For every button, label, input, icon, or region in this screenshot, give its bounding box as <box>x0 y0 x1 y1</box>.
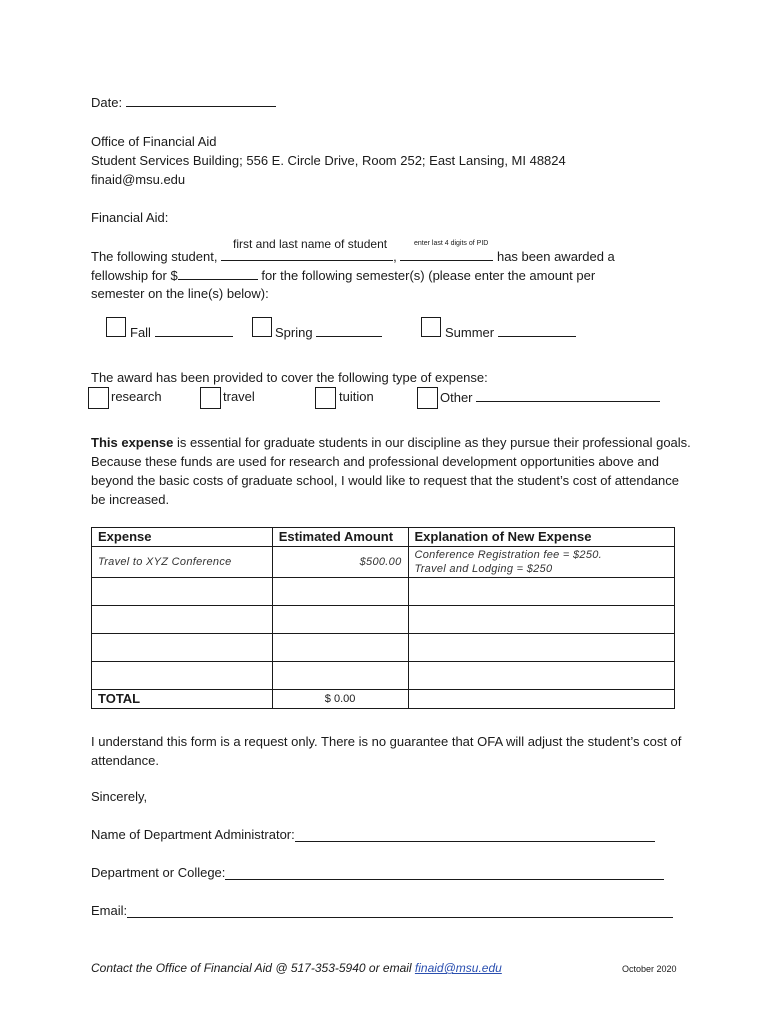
date-row <box>91 94 276 110</box>
summer-amount-field[interactable] <box>498 324 576 337</box>
fellowship-suffix: for the following semester(s) (please enter the amount per <box>261 268 596 283</box>
research-label: research <box>111 389 162 404</box>
table-total-row <box>92 690 675 709</box>
expense-cell[interactable] <box>92 606 273 634</box>
department-row <box>91 865 664 880</box>
office-address: Student Services Building; 556 E. Circle Drive, Room 252; East Lansing, MI 48824 <box>91 153 566 168</box>
explanation-cell[interactable] <box>408 634 675 662</box>
fall-label: Fall <box>130 325 151 340</box>
email-row <box>91 903 673 918</box>
spring-label: Spring <box>275 325 313 340</box>
table-header-row <box>92 528 675 547</box>
other-checkbox[interactable] <box>417 387 438 409</box>
total-explanation-cell <box>408 690 675 709</box>
fellowship-prefix: fellowship for $ <box>91 268 178 283</box>
expense-cell[interactable] <box>92 634 273 662</box>
spring-amount-field[interactable] <box>316 324 382 337</box>
fall-row <box>130 324 233 340</box>
table-row <box>92 634 675 662</box>
student-name-hint: first and last name of student <box>233 237 388 251</box>
student-line-1 <box>91 248 615 264</box>
office-email: finaid@msu.edu <box>91 172 186 187</box>
example-explanation-2: Travel and Lodging = $250 <box>414 563 553 575</box>
essential-bold: This expense <box>91 435 174 450</box>
amount-cell[interactable] <box>272 634 408 662</box>
date-field[interactable] <box>126 94 276 107</box>
footer-email-link[interactable]: finaid@msu.edu <box>414 961 502 975</box>
table-row <box>92 578 675 606</box>
student-comma: , <box>393 249 397 264</box>
expense-cell[interactable] <box>92 578 273 606</box>
department-field[interactable] <box>225 865 664 880</box>
student-line-suffix: has been awarded a <box>496 249 615 264</box>
travel-checkbox[interactable] <box>200 387 221 409</box>
research-checkbox[interactable] <box>88 387 109 409</box>
total-value: $ 0.00 <box>272 690 408 709</box>
expense-cell[interactable] <box>92 662 273 690</box>
admin-row <box>91 827 655 842</box>
email-label: Email: <box>91 903 128 918</box>
admin-field[interactable] <box>295 827 655 842</box>
example-explanation-cell[interactable] <box>408 547 675 578</box>
spring-row <box>275 324 382 340</box>
student-name-field[interactable] <box>221 248 393 261</box>
student-line-3: semester on the line(s) below): <box>91 286 269 301</box>
date-label: Date: <box>91 95 123 110</box>
closing: Sincerely, <box>91 789 148 804</box>
summer-label: Summer <box>445 325 495 340</box>
example-explanation-1: Conference Registration fee = $250. <box>414 549 603 561</box>
table-row <box>92 547 675 578</box>
example-amount: $500.00 <box>359 556 402 568</box>
student-line-prefix: The following student, <box>91 249 218 264</box>
disclaimer: I understand this form is a request only. There is no guarantee that OFA will adjust the student’s cost of attendance. <box>91 734 682 768</box>
footer-date: October 2020 <box>622 964 677 974</box>
summer-row <box>445 324 576 340</box>
other-row <box>440 389 660 405</box>
fall-checkbox[interactable] <box>106 317 126 337</box>
travel-label: travel <box>223 389 255 404</box>
fellowship-amount-field[interactable] <box>178 267 258 280</box>
pid-hint: enter last 4 digits of PID <box>414 240 489 247</box>
explanation-cell[interactable] <box>408 606 675 634</box>
department-label: Department or College: <box>91 865 226 880</box>
table-row <box>92 606 675 634</box>
header-estimated-amount: Estimated Amount <box>272 528 408 547</box>
expense-table <box>91 527 675 709</box>
admin-label: Name of Department Administrator: <box>91 827 295 842</box>
footer-contact <box>91 961 502 975</box>
example-expense-cell[interactable] <box>92 547 273 578</box>
salutation: Financial Aid: <box>91 210 169 225</box>
pid-field[interactable] <box>400 248 493 261</box>
explanation-cell[interactable] <box>408 578 675 606</box>
spring-checkbox[interactable] <box>252 317 272 337</box>
student-line-2 <box>91 267 595 283</box>
explanation-cell[interactable] <box>408 662 675 690</box>
essential-text: is essential for graduate students in our discipline as they pursue their professional goals. Because these funds are used for research and professional development opportunities above and beyond the basic costs of graduate school, I would like to request that the student’s cost of attendance be increased. <box>91 435 691 507</box>
other-label: Other <box>440 390 473 405</box>
office-name: Office of Financial Aid <box>91 134 217 149</box>
table-row <box>92 662 675 690</box>
tuition-label: tuition <box>339 389 374 404</box>
expense-intro: The award has been provided to cover the following type of expense: <box>91 370 488 385</box>
amount-cell[interactable] <box>272 606 408 634</box>
header-expense: Expense <box>92 528 273 547</box>
example-expense: Travel to XYZ Conference <box>98 556 232 568</box>
header-explanation: Explanation of New Expense <box>408 528 675 547</box>
total-label: TOTAL <box>92 690 273 709</box>
amount-cell[interactable] <box>272 578 408 606</box>
summer-checkbox[interactable] <box>421 317 441 337</box>
footer-contact-text: Contact the Office of Financial Aid @ 517-353-5940 or email <box>91 961 415 975</box>
tuition-checkbox[interactable] <box>315 387 336 409</box>
essential-paragraph <box>91 433 691 509</box>
fall-amount-field[interactable] <box>155 324 233 337</box>
amount-cell[interactable] <box>272 662 408 690</box>
email-field[interactable] <box>127 903 673 918</box>
example-amount-cell[interactable] <box>272 547 408 578</box>
other-field[interactable] <box>476 389 660 402</box>
